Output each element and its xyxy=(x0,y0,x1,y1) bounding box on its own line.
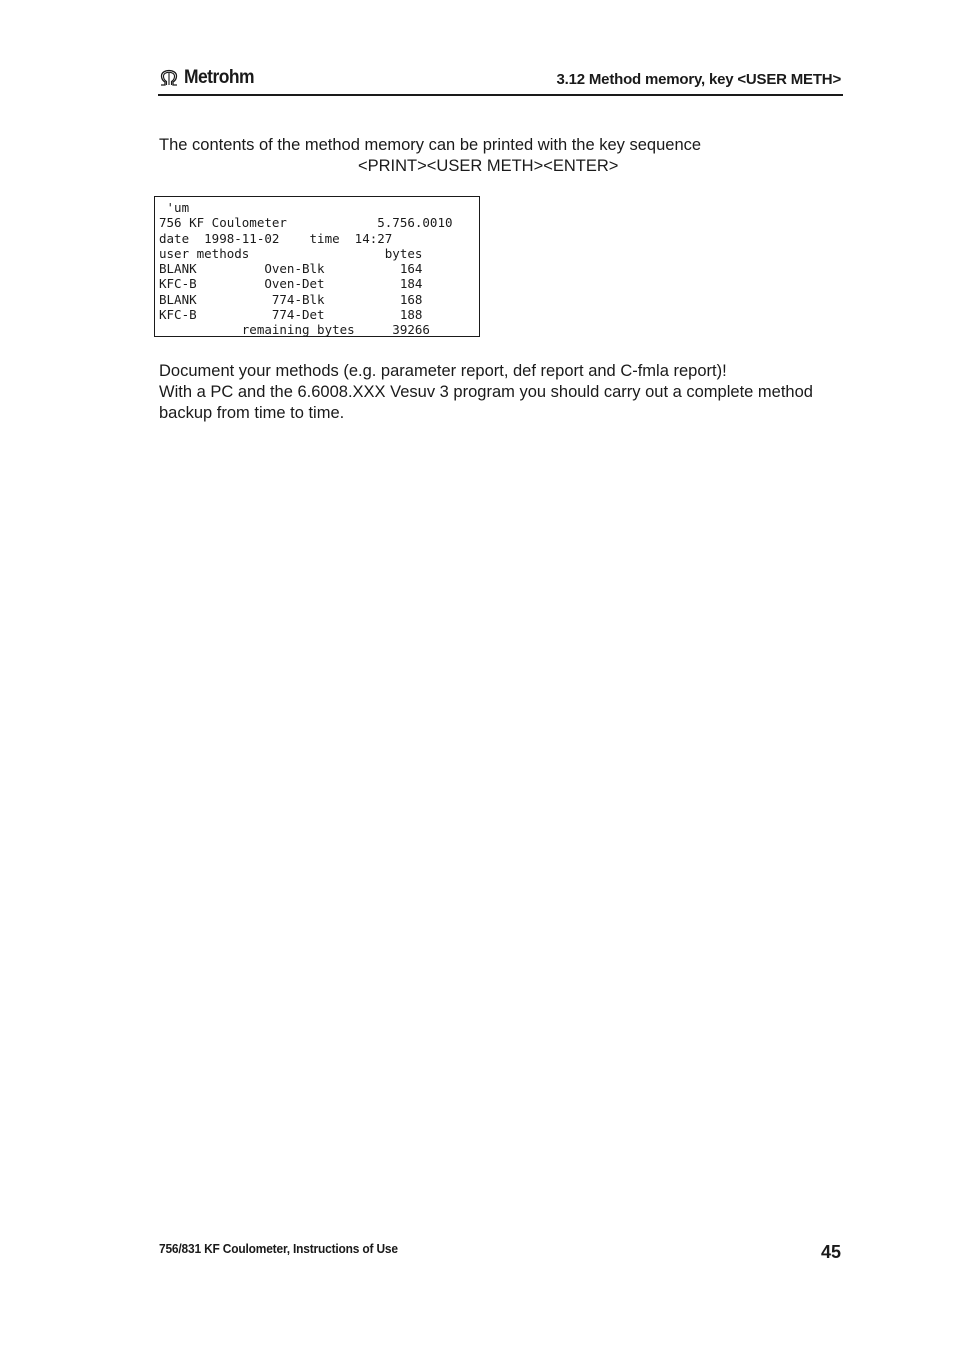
page-number: 45 xyxy=(820,1242,841,1262)
printout-line: remaining bytes 39266 xyxy=(159,322,430,338)
printout-line: user methods bytes xyxy=(159,245,423,261)
page-header xyxy=(158,64,843,96)
note-line-1: Document your methods (e.g. parameter report, def report and C-fmla report)! xyxy=(159,362,727,380)
printout-line: BLANK Oven-Blk 164 xyxy=(159,261,423,277)
note-line-3: backup from time to time. xyxy=(159,404,345,422)
printout-line: 'um xyxy=(159,200,190,215)
note-line-2: With a PC and the 6.6008.XXX Vesuv 3 program you should carry out a complete method xyxy=(159,383,813,401)
section-title: 3.12 Method memory, key <USER METH> xyxy=(556,71,841,88)
printout-line: BLANK 774-Blk 168 xyxy=(159,291,423,307)
document-title: 756/831 KF Coulometer, Instructions of Use xyxy=(159,1241,398,1256)
printout-line: KFC-B Oven-Det 184 xyxy=(159,276,423,292)
intro-text: The contents of the method memory can be printed with the key sequence xyxy=(159,136,702,154)
printout-line: 756 KF Coulometer 5.756.0010 xyxy=(159,215,453,231)
printout-line: date 1998-11-02 time 14:27 xyxy=(159,230,393,246)
printout-text xyxy=(159,200,479,338)
intro-paragraph xyxy=(159,135,849,177)
omega-logo-icon xyxy=(158,69,180,87)
key-sequence: <PRINT><USER METH><ENTER> xyxy=(358,157,619,175)
printout-line: KFC-B 774-Det 188 xyxy=(159,307,423,323)
brand-name: Metrohm xyxy=(184,67,254,88)
note-paragraph xyxy=(159,361,859,424)
brand-logo xyxy=(158,67,260,89)
method-memory-printout xyxy=(154,196,480,337)
